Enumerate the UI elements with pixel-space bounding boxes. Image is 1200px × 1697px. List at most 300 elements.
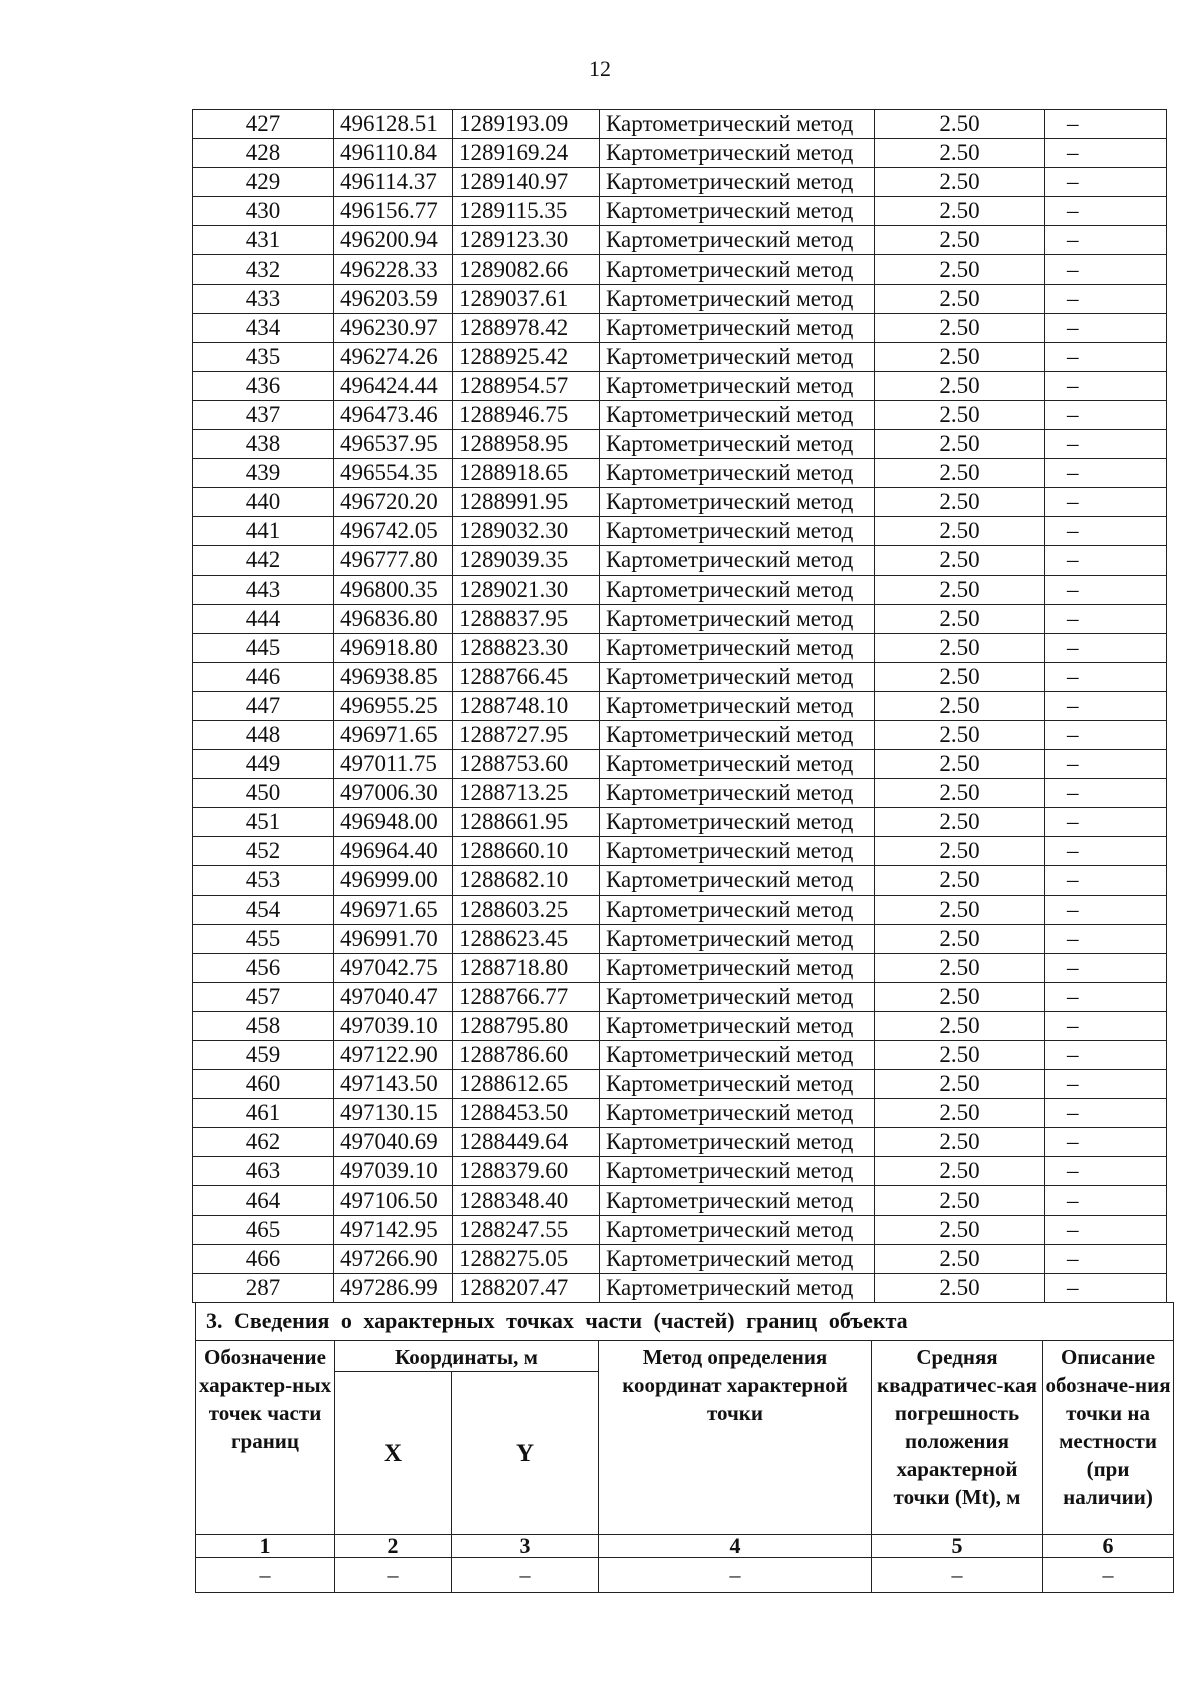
column-number: 5 [872,1535,1043,1558]
description: – [1045,139,1167,168]
header-coordinates: Координаты, м [335,1341,599,1372]
method: Картометрический метод [600,1157,875,1186]
mean-error: 2.50 [875,459,1045,488]
point-number: 438 [193,430,334,459]
point-number: 443 [193,575,334,604]
mean-error: 2.50 [875,575,1045,604]
method: Картометрический метод [600,459,875,488]
coord-x: 496742.05 [334,517,453,546]
point-number: 455 [193,924,334,953]
mean-error: 2.50 [875,110,1045,139]
coord-y: 1288753.60 [453,750,600,779]
header-designation: Обозначение характер-ных точек части границ [196,1341,335,1535]
coord-y: 1288275.05 [453,1244,600,1273]
point-number: 466 [193,1244,334,1273]
method: Картометрический метод [600,662,875,691]
method: Картометрический метод [600,1215,875,1244]
table-row [193,779,1167,808]
description: – [1045,895,1167,924]
table-row [193,517,1167,546]
table-row [193,1128,1167,1157]
coord-y: 1288823.30 [453,633,600,662]
coord-x: 496971.65 [334,720,453,749]
point-number: 459 [193,1041,334,1070]
table-row [193,430,1167,459]
empty-cell: – [872,1558,1043,1593]
point-number: 430 [193,197,334,226]
coord-y: 1289115.35 [453,197,600,226]
table-row [193,110,1167,139]
mean-error: 2.50 [875,662,1045,691]
coord-x: 496800.35 [334,575,453,604]
description: – [1045,1244,1167,1273]
method: Картометрический метод [600,604,875,633]
coord-y: 1289032.30 [453,517,600,546]
description: – [1045,517,1167,546]
method: Картометрический метод [600,488,875,517]
method: Картометрический метод [600,139,875,168]
coord-x: 497130.15 [334,1099,453,1128]
method: Картометрический метод [600,110,875,139]
point-number: 444 [193,604,334,633]
table-row [193,953,1167,982]
point-number: 452 [193,837,334,866]
method: Картометрический метод [600,924,875,953]
mean-error: 2.50 [875,720,1045,749]
table-row [193,604,1167,633]
method: Картометрический метод [600,1186,875,1215]
point-number: 445 [193,633,334,662]
column-number: 3 [452,1535,599,1558]
coord-x: 496938.85 [334,662,453,691]
header-x: X [335,1372,452,1535]
description: – [1045,1157,1167,1186]
point-number: 287 [193,1273,334,1302]
description: – [1045,430,1167,459]
coord-x: 496918.80 [334,633,453,662]
mean-error: 2.50 [875,546,1045,575]
coord-y: 1289039.35 [453,546,600,575]
coord-x: 496473.46 [334,400,453,429]
method: Картометрический метод [600,720,875,749]
coord-y: 1288795.80 [453,1011,600,1040]
mean-error: 2.50 [875,866,1045,895]
table-row [193,720,1167,749]
coord-x: 496114.37 [334,168,453,197]
coord-x: 496424.44 [334,371,453,400]
point-number: 450 [193,779,334,808]
method: Картометрический метод [600,430,875,459]
coord-y: 1288682.10 [453,866,600,895]
boundary-points-table [192,109,1167,1303]
coord-x: 496999.00 [334,866,453,895]
table-row [193,313,1167,342]
method: Картометрический метод [600,750,875,779]
method: Картометрический метод [600,633,875,662]
table-row [193,866,1167,895]
method: Картометрический метод [600,953,875,982]
mean-error: 2.50 [875,517,1045,546]
mean-error: 2.50 [875,691,1045,720]
mean-error: 2.50 [875,168,1045,197]
point-number: 453 [193,866,334,895]
coord-y: 1288718.80 [453,953,600,982]
description: – [1045,255,1167,284]
method: Картометрический метод [600,808,875,837]
method: Картометрический метод [600,255,875,284]
description: – [1045,691,1167,720]
coord-y: 1288247.55 [453,1215,600,1244]
table-row [193,488,1167,517]
method: Картометрический метод [600,691,875,720]
table-row [193,342,1167,371]
description: – [1045,953,1167,982]
description: – [1045,197,1167,226]
header-description: Описание обозначе-ния точки на местности (при наличии) [1043,1341,1174,1535]
description: – [1045,1128,1167,1157]
table-row [193,982,1167,1011]
point-number: 428 [193,139,334,168]
column-number: 4 [599,1535,872,1558]
header-error: Средняя квадратичес-кая погрешность положения характерной точки (Mt), м [872,1341,1043,1535]
table-row [193,662,1167,691]
mean-error: 2.50 [875,226,1045,255]
method: Картометрический метод [600,284,875,313]
description: – [1045,226,1167,255]
coord-y: 1288954.57 [453,371,600,400]
mean-error: 2.50 [875,924,1045,953]
coord-y: 1288603.25 [453,895,600,924]
coord-y: 1288925.42 [453,342,600,371]
description: – [1045,1011,1167,1040]
coord-x: 496955.25 [334,691,453,720]
coord-y: 1289082.66 [453,255,600,284]
mean-error: 2.50 [875,400,1045,429]
point-number: 440 [193,488,334,517]
description: – [1045,982,1167,1011]
empty-cell: – [452,1558,599,1593]
coord-x: 497266.90 [334,1244,453,1273]
method: Картометрический метод [600,400,875,429]
point-number: 436 [193,371,334,400]
coord-x: 497040.69 [334,1128,453,1157]
table-row [193,924,1167,953]
coord-x: 496228.33 [334,255,453,284]
method: Картометрический метод [600,371,875,400]
method: Картометрический метод [600,226,875,255]
description: – [1045,837,1167,866]
coord-y: 1288766.77 [453,982,600,1011]
table-row [193,1011,1167,1040]
description: – [1045,1215,1167,1244]
point-number: 461 [193,1099,334,1128]
mean-error: 2.50 [875,488,1045,517]
point-number: 465 [193,1215,334,1244]
coord-y: 1288660.10 [453,837,600,866]
coord-y: 1288713.25 [453,779,600,808]
section-title: 3. Сведения о характерных точках части (частей) границ объекта [196,1303,1174,1341]
point-number: 446 [193,662,334,691]
coord-y: 1288449.64 [453,1128,600,1157]
coord-x: 496948.00 [334,808,453,837]
point-number: 449 [193,750,334,779]
mean-error: 2.50 [875,750,1045,779]
description: – [1045,400,1167,429]
coord-y: 1288748.10 [453,691,600,720]
coord-y: 1288991.95 [453,488,600,517]
coord-y: 1289193.09 [453,110,600,139]
point-number: 437 [193,400,334,429]
coord-x: 496200.94 [334,226,453,255]
coord-x: 496720.20 [334,488,453,517]
description: – [1045,1099,1167,1128]
coord-y: 1288786.60 [453,1041,600,1070]
table-row [193,808,1167,837]
coord-x: 496274.26 [334,342,453,371]
table-row [193,546,1167,575]
description: – [1045,459,1167,488]
method: Картометрический метод [600,895,875,924]
column-number: 6 [1043,1535,1174,1558]
coord-y: 1288978.42 [453,313,600,342]
point-number: 460 [193,1070,334,1099]
table-row [193,1215,1167,1244]
point-number: 435 [193,342,334,371]
description: – [1045,371,1167,400]
column-number: 1 [196,1535,335,1558]
description: – [1045,110,1167,139]
empty-cell: – [196,1558,335,1593]
table-row [193,691,1167,720]
coord-y: 1288348.40 [453,1186,600,1215]
coord-x: 497122.90 [334,1041,453,1070]
coord-x: 497286.99 [334,1273,453,1302]
coord-x: 496110.84 [334,139,453,168]
table-row [193,459,1167,488]
mean-error: 2.50 [875,604,1045,633]
header-y: Y [452,1372,599,1535]
table-row [193,226,1167,255]
coord-y: 1288766.45 [453,662,600,691]
description: – [1045,808,1167,837]
table-row [193,750,1167,779]
mean-error: 2.50 [875,1157,1045,1186]
coord-y: 1288958.95 [453,430,600,459]
coord-y: 1288379.60 [453,1157,600,1186]
header-method: Метод определения координат характерной точки [599,1341,872,1535]
table-row [193,400,1167,429]
description: – [1045,488,1167,517]
coord-x: 497006.30 [334,779,453,808]
coord-x: 496128.51 [334,110,453,139]
description: – [1045,284,1167,313]
coord-y: 1289123.30 [453,226,600,255]
description: – [1045,779,1167,808]
table-row [193,1070,1167,1099]
point-number: 448 [193,720,334,749]
point-number: 447 [193,691,334,720]
mean-error: 2.50 [875,1273,1045,1302]
coord-x: 496156.77 [334,197,453,226]
point-number: 429 [193,168,334,197]
description: – [1045,924,1167,953]
table-row [193,1273,1167,1302]
part-boundary-points-table [195,1302,1174,1593]
point-number: 427 [193,110,334,139]
coord-y: 1289021.30 [453,575,600,604]
coord-x: 497143.50 [334,1070,453,1099]
method: Картометрический метод [600,1128,875,1157]
mean-error: 2.50 [875,1186,1045,1215]
method: Картометрический метод [600,1011,875,1040]
mean-error: 2.50 [875,1244,1045,1273]
mean-error: 2.50 [875,1215,1045,1244]
empty-cell: – [599,1558,872,1593]
coord-x: 497040.47 [334,982,453,1011]
coord-y: 1288946.75 [453,400,600,429]
description: – [1045,575,1167,604]
method: Картометрический метод [600,313,875,342]
coord-y: 1288453.50 [453,1099,600,1128]
point-number: 432 [193,255,334,284]
coord-y: 1289169.24 [453,139,600,168]
coord-x: 496537.95 [334,430,453,459]
method: Картометрический метод [600,1244,875,1273]
coord-y: 1288623.45 [453,924,600,953]
mean-error: 2.50 [875,1011,1045,1040]
coord-x: 497042.75 [334,953,453,982]
empty-cell: – [335,1558,452,1593]
point-number: 433 [193,284,334,313]
mean-error: 2.50 [875,139,1045,168]
description: – [1045,1070,1167,1099]
point-number: 458 [193,1011,334,1040]
description: – [1045,1041,1167,1070]
point-number: 442 [193,546,334,575]
point-number: 441 [193,517,334,546]
coord-y: 1288661.95 [453,808,600,837]
method: Картометрический метод [600,517,875,546]
mean-error: 2.50 [875,779,1045,808]
description: – [1045,866,1167,895]
table-row [193,1041,1167,1070]
mean-error: 2.50 [875,1128,1045,1157]
mean-error: 2.50 [875,284,1045,313]
table-row [193,284,1167,313]
point-number: 456 [193,953,334,982]
mean-error: 2.50 [875,1099,1045,1128]
coord-x: 497039.10 [334,1011,453,1040]
method: Картометрический метод [600,779,875,808]
mean-error: 2.50 [875,371,1045,400]
coord-y: 1288207.47 [453,1273,600,1302]
point-number: 439 [193,459,334,488]
table-row [193,1186,1167,1215]
coord-x: 496777.80 [334,546,453,575]
coord-y: 1289140.97 [453,168,600,197]
point-number: 462 [193,1128,334,1157]
description: – [1045,750,1167,779]
method: Картометрический метод [600,1070,875,1099]
method: Картометрический метод [600,342,875,371]
mean-error: 2.50 [875,808,1045,837]
description: – [1045,313,1167,342]
table-row [193,575,1167,604]
mean-error: 2.50 [875,633,1045,662]
mean-error: 2.50 [875,430,1045,459]
coord-x: 496836.80 [334,604,453,633]
mean-error: 2.50 [875,982,1045,1011]
point-number: 464 [193,1186,334,1215]
mean-error: 2.50 [875,953,1045,982]
table-row [193,895,1167,924]
empty-cell: – [1043,1558,1174,1593]
description: – [1045,633,1167,662]
table-row [193,255,1167,284]
method: Картометрический метод [600,168,875,197]
coord-x: 496554.35 [334,459,453,488]
description: – [1045,720,1167,749]
mean-error: 2.50 [875,197,1045,226]
coord-y: 1288837.95 [453,604,600,633]
coord-x: 497106.50 [334,1186,453,1215]
mean-error: 2.50 [875,1070,1045,1099]
method: Картометрический метод [600,575,875,604]
table-row [193,633,1167,662]
description: – [1045,1273,1167,1302]
method: Картометрический метод [600,837,875,866]
method: Картометрический метод [600,1099,875,1128]
description: – [1045,1186,1167,1215]
description: – [1045,662,1167,691]
page-number: 12 [589,56,611,81]
method: Картометрический метод [600,982,875,1011]
coord-y: 1288612.65 [453,1070,600,1099]
mean-error: 2.50 [875,837,1045,866]
point-number: 431 [193,226,334,255]
description: – [1045,546,1167,575]
coord-x: 496203.59 [334,284,453,313]
table-row [193,1157,1167,1186]
mean-error: 2.50 [875,895,1045,924]
mean-error: 2.50 [875,255,1045,284]
mean-error: 2.50 [875,313,1045,342]
table-row [193,1244,1167,1273]
description: – [1045,604,1167,633]
coord-x: 496230.97 [334,313,453,342]
point-number: 451 [193,808,334,837]
column-number: 2 [335,1535,452,1558]
point-number: 434 [193,313,334,342]
coord-x: 497039.10 [334,1157,453,1186]
table-row [193,197,1167,226]
table-row [193,139,1167,168]
coord-x: 497142.95 [334,1215,453,1244]
method: Картометрический метод [600,866,875,895]
table-row [193,1099,1167,1128]
method: Картометрический метод [600,546,875,575]
table-row [193,837,1167,866]
table-row [193,371,1167,400]
description: – [1045,168,1167,197]
point-number: 463 [193,1157,334,1186]
mean-error: 2.50 [875,1041,1045,1070]
coord-y: 1288918.65 [453,459,600,488]
method: Картометрический метод [600,1041,875,1070]
coord-x: 496991.70 [334,924,453,953]
method: Картометрический метод [600,197,875,226]
method: Картометрический метод [600,1273,875,1302]
